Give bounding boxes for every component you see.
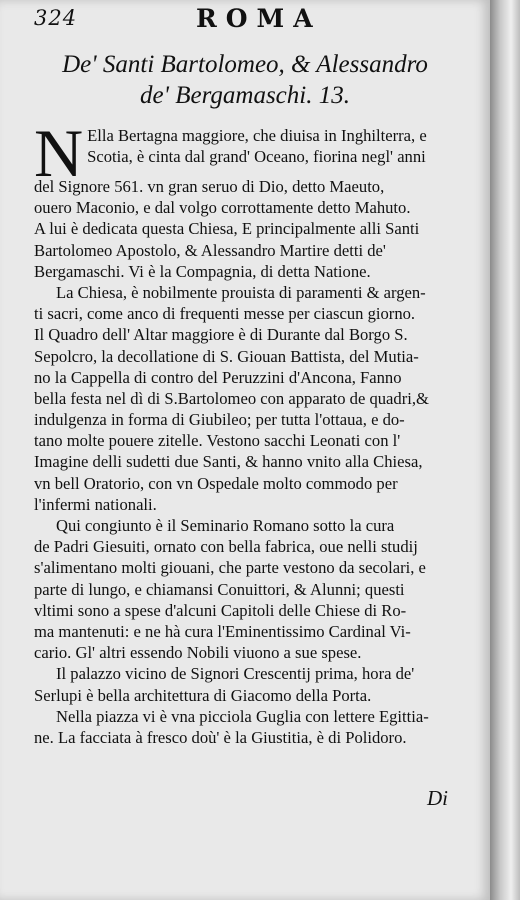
page-number: 324	[34, 6, 78, 30]
page-edge	[490, 0, 520, 900]
text-line: Sepolcro, la decollatione di S. Giouan Battista, del Mutia-	[34, 346, 419, 366]
text-line: vn bell Oratorio, con vn Ospedale molto commodo per	[34, 473, 398, 493]
text-line: Bartolomeo Apostolo, & Alessandro Martire detti de'	[34, 240, 386, 260]
drop-cap: N	[34, 115, 84, 191]
text-line: de Padri Giesuiti, ornato con bella fabrica, oue nelli studij	[34, 537, 418, 557]
text-line: cario. Gl' altri essendo Nobili viuono a sue spese.	[34, 643, 362, 663]
chapter-title-line-1: De' Santi Bartolomeo, & Alessandro	[62, 51, 428, 78]
text-line: Imagine delli sudetti due Santi, & hanno vnito alla Chiesa,	[34, 452, 423, 472]
text-line: Bergamaschi. Vi è la Compagnia, di detta Natione.	[34, 261, 371, 281]
text-line: vltimi sono a spese d'alcuni Capitoli delle Chiese di Ro-	[34, 600, 407, 620]
text-line: s'alimentano molti giouani, che parte vestono da secolari, e	[34, 558, 426, 578]
text-line: indulgenza in forma di Giubileo; per tutta l'ottaua, e do-	[34, 410, 405, 430]
text-line: A lui è dedicata questa Chiesa, E principalmente alli Santi	[34, 219, 420, 239]
text-line: Scotia, è cinta dal grand' Oceano, fiorina negl' anni	[87, 147, 426, 167]
text-line: Serlupi è bella architettura di Giacomo della Porta.	[34, 685, 372, 705]
text-line: del Signore 561. vn gran seruo di Dio, detto Maeuto,	[34, 177, 385, 196]
text-line: no la Cappella di contro del Peruzzini d'Ancona, Fanno	[34, 367, 402, 387]
text-line: bella festa nel dì di S.Bartolomeo con apparato de quadri,&	[34, 388, 429, 408]
text-line: Il palazzo vicino de Signori Crescentij prima, hora de'	[56, 664, 415, 684]
text-line: Ella Bertagna maggiore, che diuisa in Inghilterra, e	[87, 126, 427, 145]
text-line: ouero Maconio, e dal volgo corrottamente detto Mahuto.	[34, 198, 411, 218]
text-line: Qui congiunto è il Seminario Romano sotto la cura	[56, 516, 395, 535]
text-line: l'infermi nationali.	[34, 494, 157, 514]
chapter-title-line-2: de' Bergamaschi. 13.	[140, 82, 350, 109]
text-line: La Chiesa, è nobilmente prouista di paramenti & argen-	[56, 282, 426, 302]
body-text	[34, 115, 484, 748]
text-line: ma mantenuti: e ne hà cura l'Eminentissimo Cardinal Vi-	[34, 621, 411, 641]
text-line: Il Quadro dell' Altar maggiore è di Durante dal Borgo S.	[34, 325, 408, 345]
text-line: tano molte pouere zitelle. Vestono sacchi Leonati con l'	[34, 431, 401, 451]
running-head: ROMA	[196, 4, 322, 33]
text-line: ti sacri, come anco di frequenti messe per ciascun giorno.	[34, 304, 416, 324]
text-line: parte di lungo, e chiamansi Conuittori, & Alunni; questi	[34, 579, 405, 599]
catchword: Di	[427, 786, 448, 810]
text-line: Nella piazza vi è vna picciola Guglia con lettere Egittia-	[56, 706, 429, 726]
text-line: ne. La facciata à fresco doù' è la Giustitia, è di Polidoro.	[34, 727, 407, 747]
